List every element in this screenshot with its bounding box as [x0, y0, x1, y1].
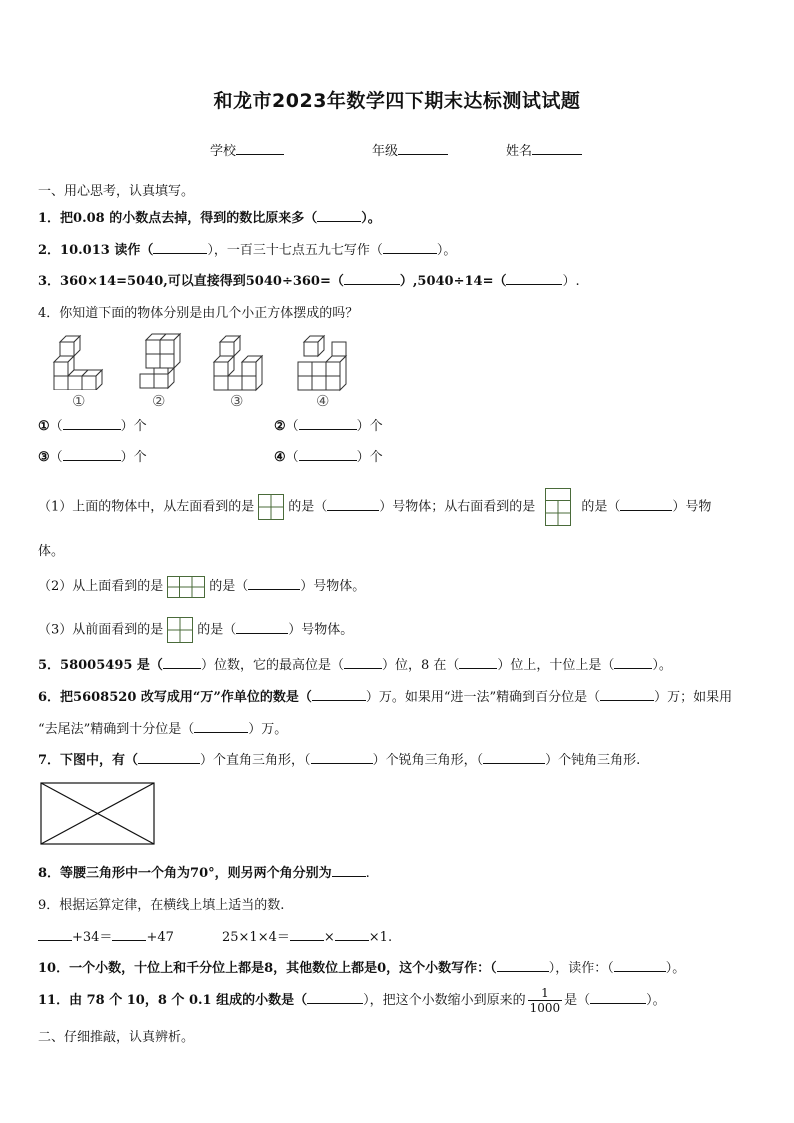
grade-label: 年级 — [372, 144, 399, 159]
q6-blank-2[interactable] — [600, 686, 654, 701]
q1-blank[interactable] — [317, 207, 361, 222]
view-grid-front-icon — [167, 617, 193, 643]
q9-blank-4[interactable] — [335, 926, 369, 941]
q4-sub1-blank-2[interactable] — [620, 496, 672, 511]
q4-sub1-blank-1[interactable] — [327, 496, 379, 511]
question-10: 10．一个小数，十位上和千分位上都是8，其他数位上都是0，这个小数写作：（ ），读作：（ ）。 — [38, 957, 685, 976]
q2-text-a: 2．10.013 读作（ — [38, 243, 154, 258]
q4-blank-1[interactable] — [63, 415, 121, 430]
school-field — [210, 140, 284, 159]
cube-figure-4 — [296, 330, 354, 392]
q5-blank-1[interactable] — [163, 654, 201, 669]
question-11: 11．由 78 个 10，8 个 0.1 组成的小数是（ ），把这个小数缩小到原来的 $\frac{1}{1000}$ 是（ ）。 — [38, 986, 666, 1015]
school-label: 学校 — [210, 144, 237, 159]
q2-text-b: ），一百三十七点五九七写作（ — [207, 243, 383, 258]
q8-blank[interactable] — [332, 862, 366, 877]
q4-blank-3[interactable] — [63, 446, 121, 461]
q4-sub2-blank[interactable] — [248, 575, 300, 590]
q4-sub-1: （1）上面的物体中，从左面看到的是 的是（ ）号物体；从右面看到的是 的是（ ）号物 — [38, 488, 711, 526]
q3-text-c: ）. — [562, 274, 580, 289]
q3-text-a: 3．360×14=5040,可以直接得到5040÷360=（ — [38, 274, 344, 289]
q4-sub-3: （3）从前面看到的是 的是（ ）号物体。 — [38, 617, 353, 643]
grade-field — [372, 140, 448, 159]
q4-answer-1: ①（ ）个 — [38, 415, 147, 434]
q4-answer-4: ④（ ）个 — [274, 446, 383, 465]
school-blank[interactable] — [236, 140, 284, 155]
q5-blank-4[interactable] — [614, 654, 652, 669]
page-title: 和龙市2023年数学四下期末达标测试试题 — [213, 90, 581, 112]
q5-blank-3[interactable] — [459, 654, 497, 669]
q11-blank-2[interactable] — [590, 989, 646, 1004]
q7-blank-3[interactable] — [483, 749, 545, 764]
view-grid-2x3-icon — [167, 576, 205, 598]
question-6-cont: “去尾法”精确到十分位是（ ）万。 — [38, 718, 287, 737]
q10-blank-2[interactable] — [614, 957, 666, 972]
q6-blank-1[interactable] — [312, 686, 366, 701]
question-1 — [38, 207, 381, 226]
q4-sub3-blank[interactable] — [236, 619, 288, 634]
q1-end: ）。 — [361, 211, 381, 226]
question-3 — [38, 270, 580, 289]
q3-blank-2[interactable] — [506, 270, 562, 285]
q2-blank-1[interactable] — [153, 239, 207, 254]
q3-blank-1[interactable] — [344, 270, 400, 285]
cube-label-2: ② — [152, 392, 166, 410]
name-field — [506, 140, 582, 159]
q9-equation-2: 25×1×4＝ × ×1. — [222, 926, 392, 945]
name-label: 姓名 — [506, 144, 533, 159]
section1-title: 一、用心思考，认真填写。 — [38, 184, 195, 199]
question-5: 5．58005495 是（ ）位数，它的最高位是（ ）位，8 在（ ）位上，十位上是（ ）。 — [38, 654, 672, 673]
question-8: 8．等腰三角形中一个角为70°，则另两个角分别为 . — [38, 862, 370, 881]
question-9: 9．根据运算定律，在横线上填上适当的数. — [38, 898, 285, 913]
cube-figure-3 — [212, 330, 264, 392]
q2-blank-2[interactable] — [383, 239, 437, 254]
question-7: 7．下图中，有（ ）个直角三角形，（ ）个锐角三角形，（ ）个钝角三角形. — [38, 749, 640, 768]
q2-text-c: ）。 — [436, 243, 457, 258]
q9-blank-2[interactable] — [112, 926, 146, 941]
q4-sub-1-wrap: 体。 — [38, 544, 65, 559]
q4-blank-4[interactable] — [299, 446, 357, 461]
cube-figure-1 — [52, 330, 108, 390]
q4-answer-2: ②（ ）个 — [274, 415, 383, 434]
cube-label-3: ③ — [230, 392, 244, 410]
q4-sub-2: （2）从上面看到的是 的是（ ）号物体。 — [38, 575, 365, 598]
q9-equation-1: +34＝ +47 — [38, 926, 174, 945]
q9-blank-1[interactable] — [38, 926, 72, 941]
q9-blank-3[interactable] — [290, 926, 324, 941]
q4-blank-2[interactable] — [299, 415, 357, 430]
q7-blank-1[interactable] — [138, 749, 200, 764]
cube-label-4: ④ — [316, 392, 330, 410]
grade-blank[interactable] — [398, 140, 448, 155]
q6-blank-3[interactable] — [194, 718, 248, 733]
section2-title: 二、仔细推敲，认真辨析。 — [38, 1030, 195, 1045]
question-4: 4．你知道下面的物体分别是由几个小正方体摆成的吗？ — [38, 306, 359, 321]
q3-text-b: ）,5040÷14=（ — [399, 274, 507, 289]
name-blank[interactable] — [532, 140, 582, 155]
view-grid-3x2-icon — [545, 488, 571, 526]
q1-text: 1．把0.08 的小数点去掉，得到的数比原来多（ — [38, 211, 318, 226]
question-6: 6．把5608520 改写成用“万”作单位的数是（ ）万。如果用“进一法”精确到百分位是（ ）万；如果用 — [38, 686, 732, 705]
q11-blank-1[interactable] — [307, 989, 363, 1004]
cube-figure-2 — [138, 330, 186, 390]
q10-blank-1[interactable] — [497, 957, 549, 972]
view-grid-2x2-icon — [258, 494, 284, 520]
question-2 — [38, 239, 456, 258]
q5-blank-2[interactable] — [344, 654, 382, 669]
rectangle-diagonals-figure — [40, 782, 156, 846]
q7-blank-2[interactable] — [311, 749, 373, 764]
cube-label-1: ① — [72, 392, 86, 410]
q4-answer-3: ③（ ）个 — [38, 446, 147, 465]
fraction-one-thousandth: $\frac{1}{1000}$ — [529, 986, 561, 1015]
